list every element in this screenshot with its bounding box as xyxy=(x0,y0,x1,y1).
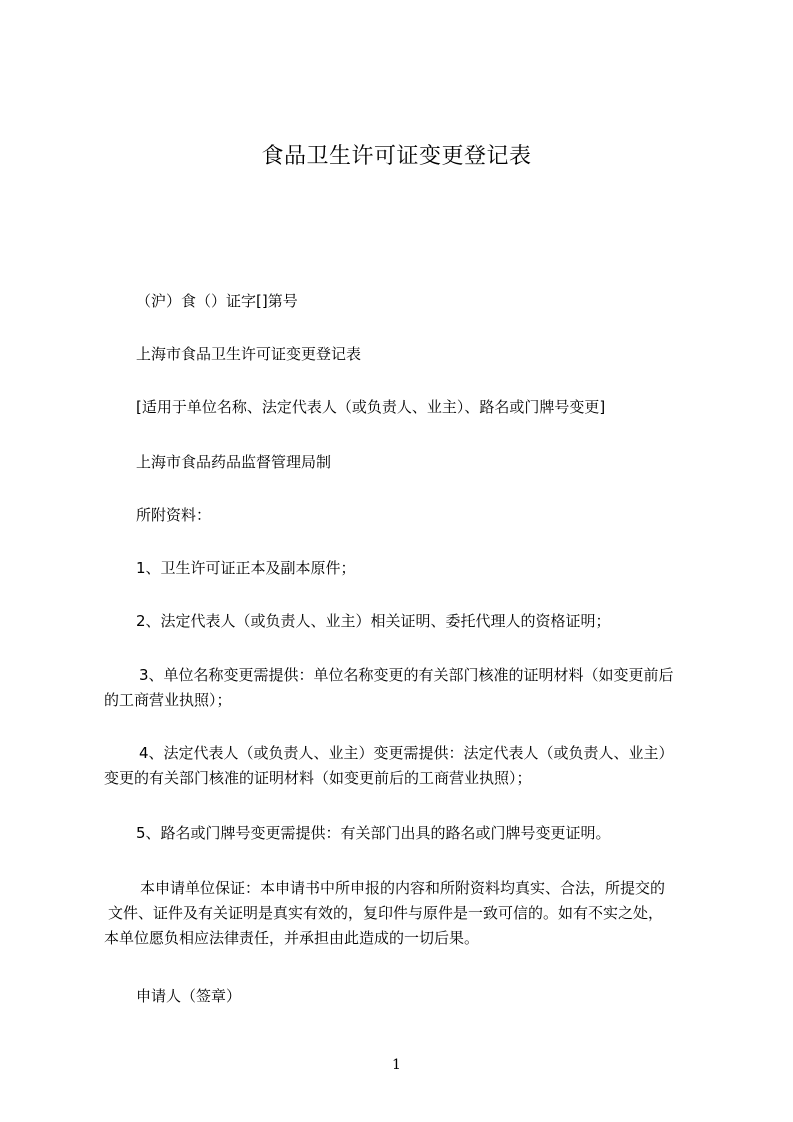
issuer: 上海市食品药品监督管理局制 xyxy=(136,453,332,471)
attachment-item-3-line-2: 的工商营业执照）； xyxy=(104,691,232,709)
scope-note: [适用于单位名称、法定代表人（或负责人、业主）、路名或门牌号变更] xyxy=(136,398,606,416)
applicant-signature-label: 申请人（签章） xyxy=(136,987,242,1005)
guarantee-line-1: 本申请单位保证：本申请书中所申报的内容和所附资料均真实、合法，所提交的 xyxy=(140,879,666,897)
guarantee-line-3: 本单位愿负相应法律责任，并承担由此造成的一切后果。 xyxy=(104,929,480,947)
guarantee-line-2: 文件、证件及有关证明是真实有效的，复印件与原件是一致可信的。如有不实之处， xyxy=(108,904,664,922)
document-title: 食品卫生许可证变更登记表 xyxy=(261,144,532,169)
attachment-item-4 xyxy=(104,741,704,791)
attachment-item-1: 1、卫生许可证正本及副本原件； xyxy=(136,559,356,577)
attachments-heading: 所附资料： xyxy=(136,506,212,524)
attachment-item-5: 5、路名或门牌号变更需提供：有关部门出具的路名或门牌号变更证明。 xyxy=(136,824,611,842)
attachment-item-3-line-1: 3、单位名称变更需提供：单位名称变更的有关部门核准的证明材料（如变更前后 xyxy=(139,666,674,684)
guarantee-statement xyxy=(104,876,704,951)
license-number: （沪）食（）证字[]第号 xyxy=(136,292,298,310)
attachment-item-2: 2、法定代表人（或负责人、业主）相关证明、委托代理人的资格证明； xyxy=(136,612,611,630)
attachment-item-4-line-1: 4、法定代表人（或负责人、业主）变更需提供：法定代表人（或负责人、业主） xyxy=(139,744,674,762)
page-number: 1 xyxy=(392,1057,401,1073)
form-name: 上海市食品卫生许可证变更登记表 xyxy=(136,345,362,363)
attachment-item-3 xyxy=(104,663,704,713)
attachment-item-4-line-2: 变更的有关部门核准的证明材料（如变更前后的工商营业执照）； xyxy=(104,769,532,787)
